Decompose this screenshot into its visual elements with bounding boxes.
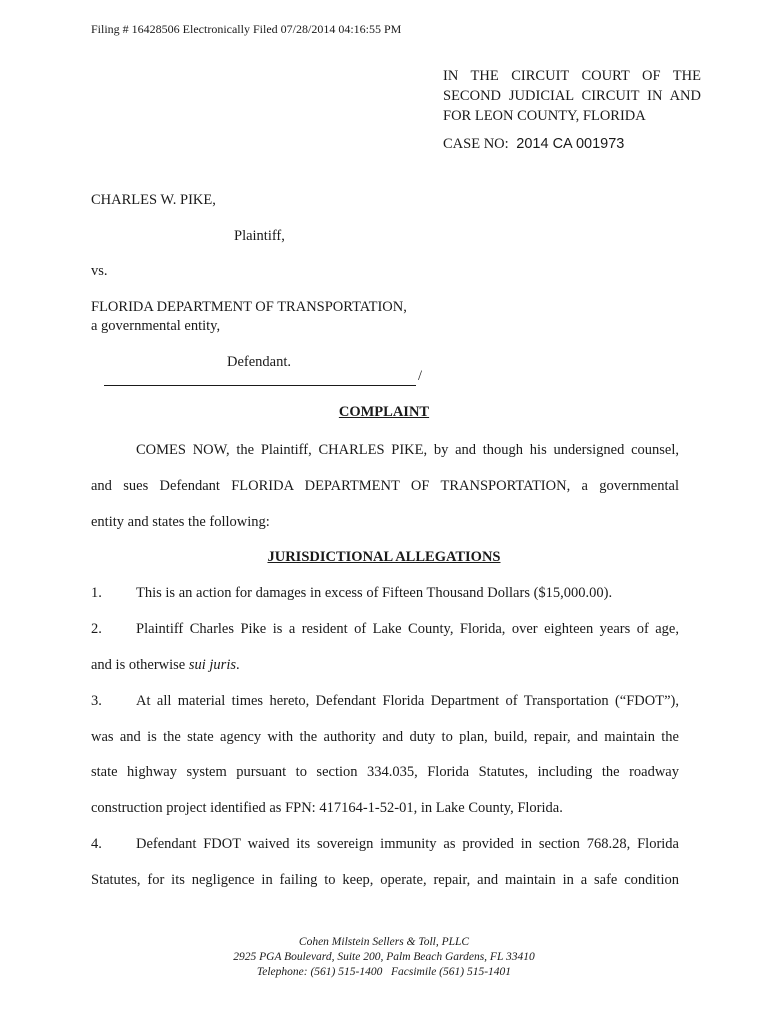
plaintiff-role: Plaintiff,	[234, 228, 285, 244]
intro-text-1: COMES NOW, the Plaintiff, CHARLES PIKE, by and though his undersigned counsel,	[136, 442, 679, 458]
document-title: COMPLAINT	[338, 404, 430, 420]
court-caption	[443, 66, 701, 126]
paragraph-2-line-2-pre: and is otherwise	[91, 657, 189, 673]
defendant-role: Defendant.	[227, 354, 292, 370]
paragraph-2-line-2	[91, 657, 679, 674]
paragraph-3-line-1: At all material times hereto, Defendant Florida Department of Transportation (“FDOT”),	[136, 693, 679, 709]
court-line-2: SECOND JUDICIAL CIRCUIT IN AND	[443, 88, 701, 104]
paragraph-4-line-2: Statutes, for its negligence in failing to keep, operate, repair, and maintain in a safe condition	[91, 872, 679, 888]
intro-line-2: and sues Defendant FLORIDA DEPARTMENT OF TRANSPORTATION, a governmental	[91, 478, 679, 494]
defendant-name: FLORIDA DEPARTMENT OF TRANSPORTATION,	[91, 299, 407, 315]
paragraph-2-line-1: Plaintiff Charles Pike is a resident of Lake County, Florida, over eighteen years of age,	[136, 621, 679, 637]
case-number-label: CASE NO:	[443, 136, 509, 152]
footer-phones: Telephone: (561) 515-1400 Facsimile (561) 515-1401	[256, 966, 512, 978]
paragraph-4-line-1: Defendant FDOT waived its sovereign immunity as provided in section 768.28, Florida	[136, 836, 679, 852]
filing-header: Filing # 16428506 Electronically Filed 07/28/2014 04:16:55 PM	[91, 22, 402, 36]
paragraph-4-number: 4.	[91, 836, 102, 852]
case-number-row	[443, 136, 624, 153]
intro-line-1	[136, 442, 679, 459]
caption-rule-slash: /	[418, 368, 423, 384]
section-heading: JURISDICTIONAL ALLEGATIONS	[267, 549, 501, 565]
case-number-value: 2014 CA 001973	[516, 136, 625, 152]
paragraph-2-number: 2.	[91, 621, 102, 637]
paragraph-1-number: 1.	[91, 585, 102, 601]
paragraph-3-number: 3.	[91, 693, 102, 709]
defendant-description: a governmental entity,	[91, 318, 221, 334]
paragraph-1-line-1: This is an action for damages in excess of Fifteen Thousand Dollars ($15,000.00).	[136, 585, 613, 601]
versus: vs.	[91, 263, 108, 279]
paragraph-3-line-4: construction project identified as FPN: 417164-1-52-01, in Lake County, Florida.	[91, 800, 563, 816]
court-line-1: IN THE CIRCUIT COURT OF THE	[443, 68, 701, 84]
paragraph-3-line-2: was and is the state agency with the authority and duty to plan, build, repair, and maintain the	[91, 729, 679, 745]
caption-rule	[104, 385, 416, 386]
plaintiff-name: CHARLES W. PIKE,	[91, 192, 216, 208]
paragraph-2-sui-juris: sui juris	[188, 657, 236, 673]
footer-address: 2925 PGA Boulevard, Suite 200, Palm Beach Gardens, FL 33410	[233, 951, 535, 963]
court-line-3: FOR LEON COUNTY, FLORIDA	[443, 108, 646, 124]
intro-line-3: entity and states the following:	[91, 514, 270, 530]
footer-firm: Cohen Milstein Sellers & Toll, PLLC	[298, 936, 470, 948]
paragraph-3-line-3: state highway system pursuant to section 334.035, Florida Statutes, including the roadway	[91, 764, 679, 780]
paragraph-2-line-2-post: .	[236, 657, 240, 673]
